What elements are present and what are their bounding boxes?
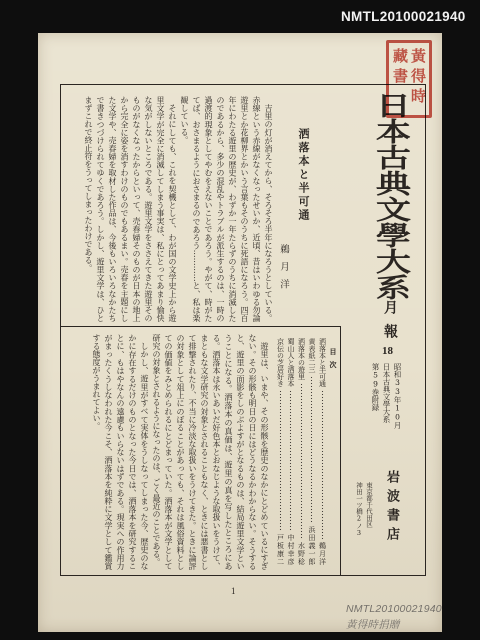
toc-entry bbox=[317, 338, 328, 566]
toc-leader-dots bbox=[321, 390, 324, 539]
handwritten-archive-id: NMTL20100021940 bbox=[346, 603, 442, 615]
toc-entry-author: 鵜月洋 bbox=[318, 542, 327, 566]
issue-date: 昭和33年10月 bbox=[393, 363, 402, 429]
archive-id-label: NMTL20100021940 bbox=[341, 9, 466, 24]
toc-entry-title: 蜀山人と洒落本 bbox=[287, 338, 295, 387]
toc-leader-dots bbox=[310, 376, 313, 523]
report-label: 月報 bbox=[382, 300, 398, 348]
toc-leader-dots bbox=[300, 383, 303, 539]
page-number: 1 bbox=[231, 586, 236, 596]
series-name: 日本古典文學大系 bbox=[382, 363, 391, 423]
toc-entry-title: 洒落本と半可通 bbox=[318, 338, 327, 387]
toc-entry-title: 黄表紙二三 bbox=[308, 338, 316, 373]
publisher-address-line-2: 神田一ツ橋2ノ3 bbox=[355, 482, 363, 537]
toc-entry-author: 浜田義一郎 bbox=[308, 526, 316, 566]
paragraph: 吉里の灯が消えてから、そろそろ半年になろうとしている。赤線という赤線がなくなったせいか、近頃、昔はいわゆる勿論遊里とか花柳界とかいう言葉もそのうちに死語になろう。四百年にわたる遊里の歴史が、わずか一年たらずのうちに消滅したのであるから、多少の混乱やトラブルが派生するのは、一時の過渡的現象としてやむをえないことであろう。やがて、時がたてば、おさまるようにおさまるのであろう…………と、私は楽観している。 bbox=[180, 96, 273, 322]
article-body-lower bbox=[62, 334, 270, 570]
masthead-divider-rule bbox=[340, 326, 341, 576]
publisher-name: 岩波書店 bbox=[384, 470, 399, 546]
toc-entry-author: 中村幸彦 bbox=[287, 534, 295, 566]
toc-entry-title: 洒落本の遊里 bbox=[297, 338, 306, 380]
toc-leader-dots bbox=[289, 390, 292, 531]
paragraph: しかし、遊里がすべて実体をうしなってしまった今、歴史のなかに存在するだけのものとなった今日では、洒落本を研究することに、もはやなんの遠慮もいらないはずである。現実への作用力がまったくうしなわれた今こそ、洒落本を純粋に文学として鑑賞する態度がうまれてよい。 bbox=[92, 334, 149, 570]
tier-divider-rule bbox=[60, 326, 341, 327]
toc-entry bbox=[286, 338, 297, 566]
seal-stamp bbox=[386, 40, 432, 118]
toc-heading: 目次 bbox=[329, 348, 338, 374]
publisher-address-line-1: 東京都千代田区 bbox=[365, 482, 373, 528]
seal-lettering: 黃得時藏書 bbox=[391, 48, 427, 108]
volume-note: 第59巻附録 bbox=[371, 363, 380, 411]
paragraph: それにしても、これを契機として、わが国の文学史上から遊里文学が完全に消滅してしまう事実は、私にとってあまり愉快な気がしないところである。遊里文学をささえてきた遊里そのものがなくなったからといって、売春婦そのものが日本の地上から完全に姿を消すわけのものでもあるまい。売春を主題にした文学や、売春婦を取材した作品は、今後もいろいろなかたちで書きつづけられてゆくであろう。しかし、遊里文学は、ひとまずこれで終止符をうってしまったわけである。 bbox=[84, 96, 177, 322]
article-title: 洒落本と半可通 bbox=[297, 128, 310, 223]
toc-entry-author: 水野稔 bbox=[297, 542, 306, 566]
table-of-contents bbox=[274, 338, 338, 566]
toc-entry bbox=[296, 338, 307, 566]
toc-leader-dots bbox=[279, 390, 282, 531]
series-title: 日本古典文學大系 bbox=[369, 92, 411, 300]
toc-entry-author: 戸板康二 bbox=[276, 534, 285, 566]
paragraph: 遊里は、いまや、その形骸を歴史のなかにとどめているにすぎない。その形骸も明日の日にはどうなるかわからない。そうすると、遊里の面影をしのぶよすがとなるものは、結局遊里文学ということになる。洒落本の真価は、遊里の真を写したところにある。洒落本は永いあいだ好色本とおなじような取扱いをうけて、まともな文学研究の対象とされることもなく、ときには悪書として排撃されたり、不当に冷淡な取扱いをうけてきた。ときに論評の対象として俎上にのぼることがあっても、それは風俗資料としての価値をみとめられるにとどまっていた。洒落本が文学として研究の対象とされるようになったのは、ごく最近のことである。 bbox=[152, 334, 269, 570]
toc-entry bbox=[275, 338, 286, 566]
article-body-upper bbox=[62, 96, 274, 322]
toc-entry bbox=[307, 338, 318, 566]
issue-number: 18 bbox=[382, 345, 393, 357]
handwritten-donor-note: 黃得時捐贈 bbox=[346, 619, 400, 631]
toc-entry-title: 京伝の芝居好き bbox=[276, 338, 285, 387]
article-author: 鵜月洋 bbox=[278, 244, 289, 297]
